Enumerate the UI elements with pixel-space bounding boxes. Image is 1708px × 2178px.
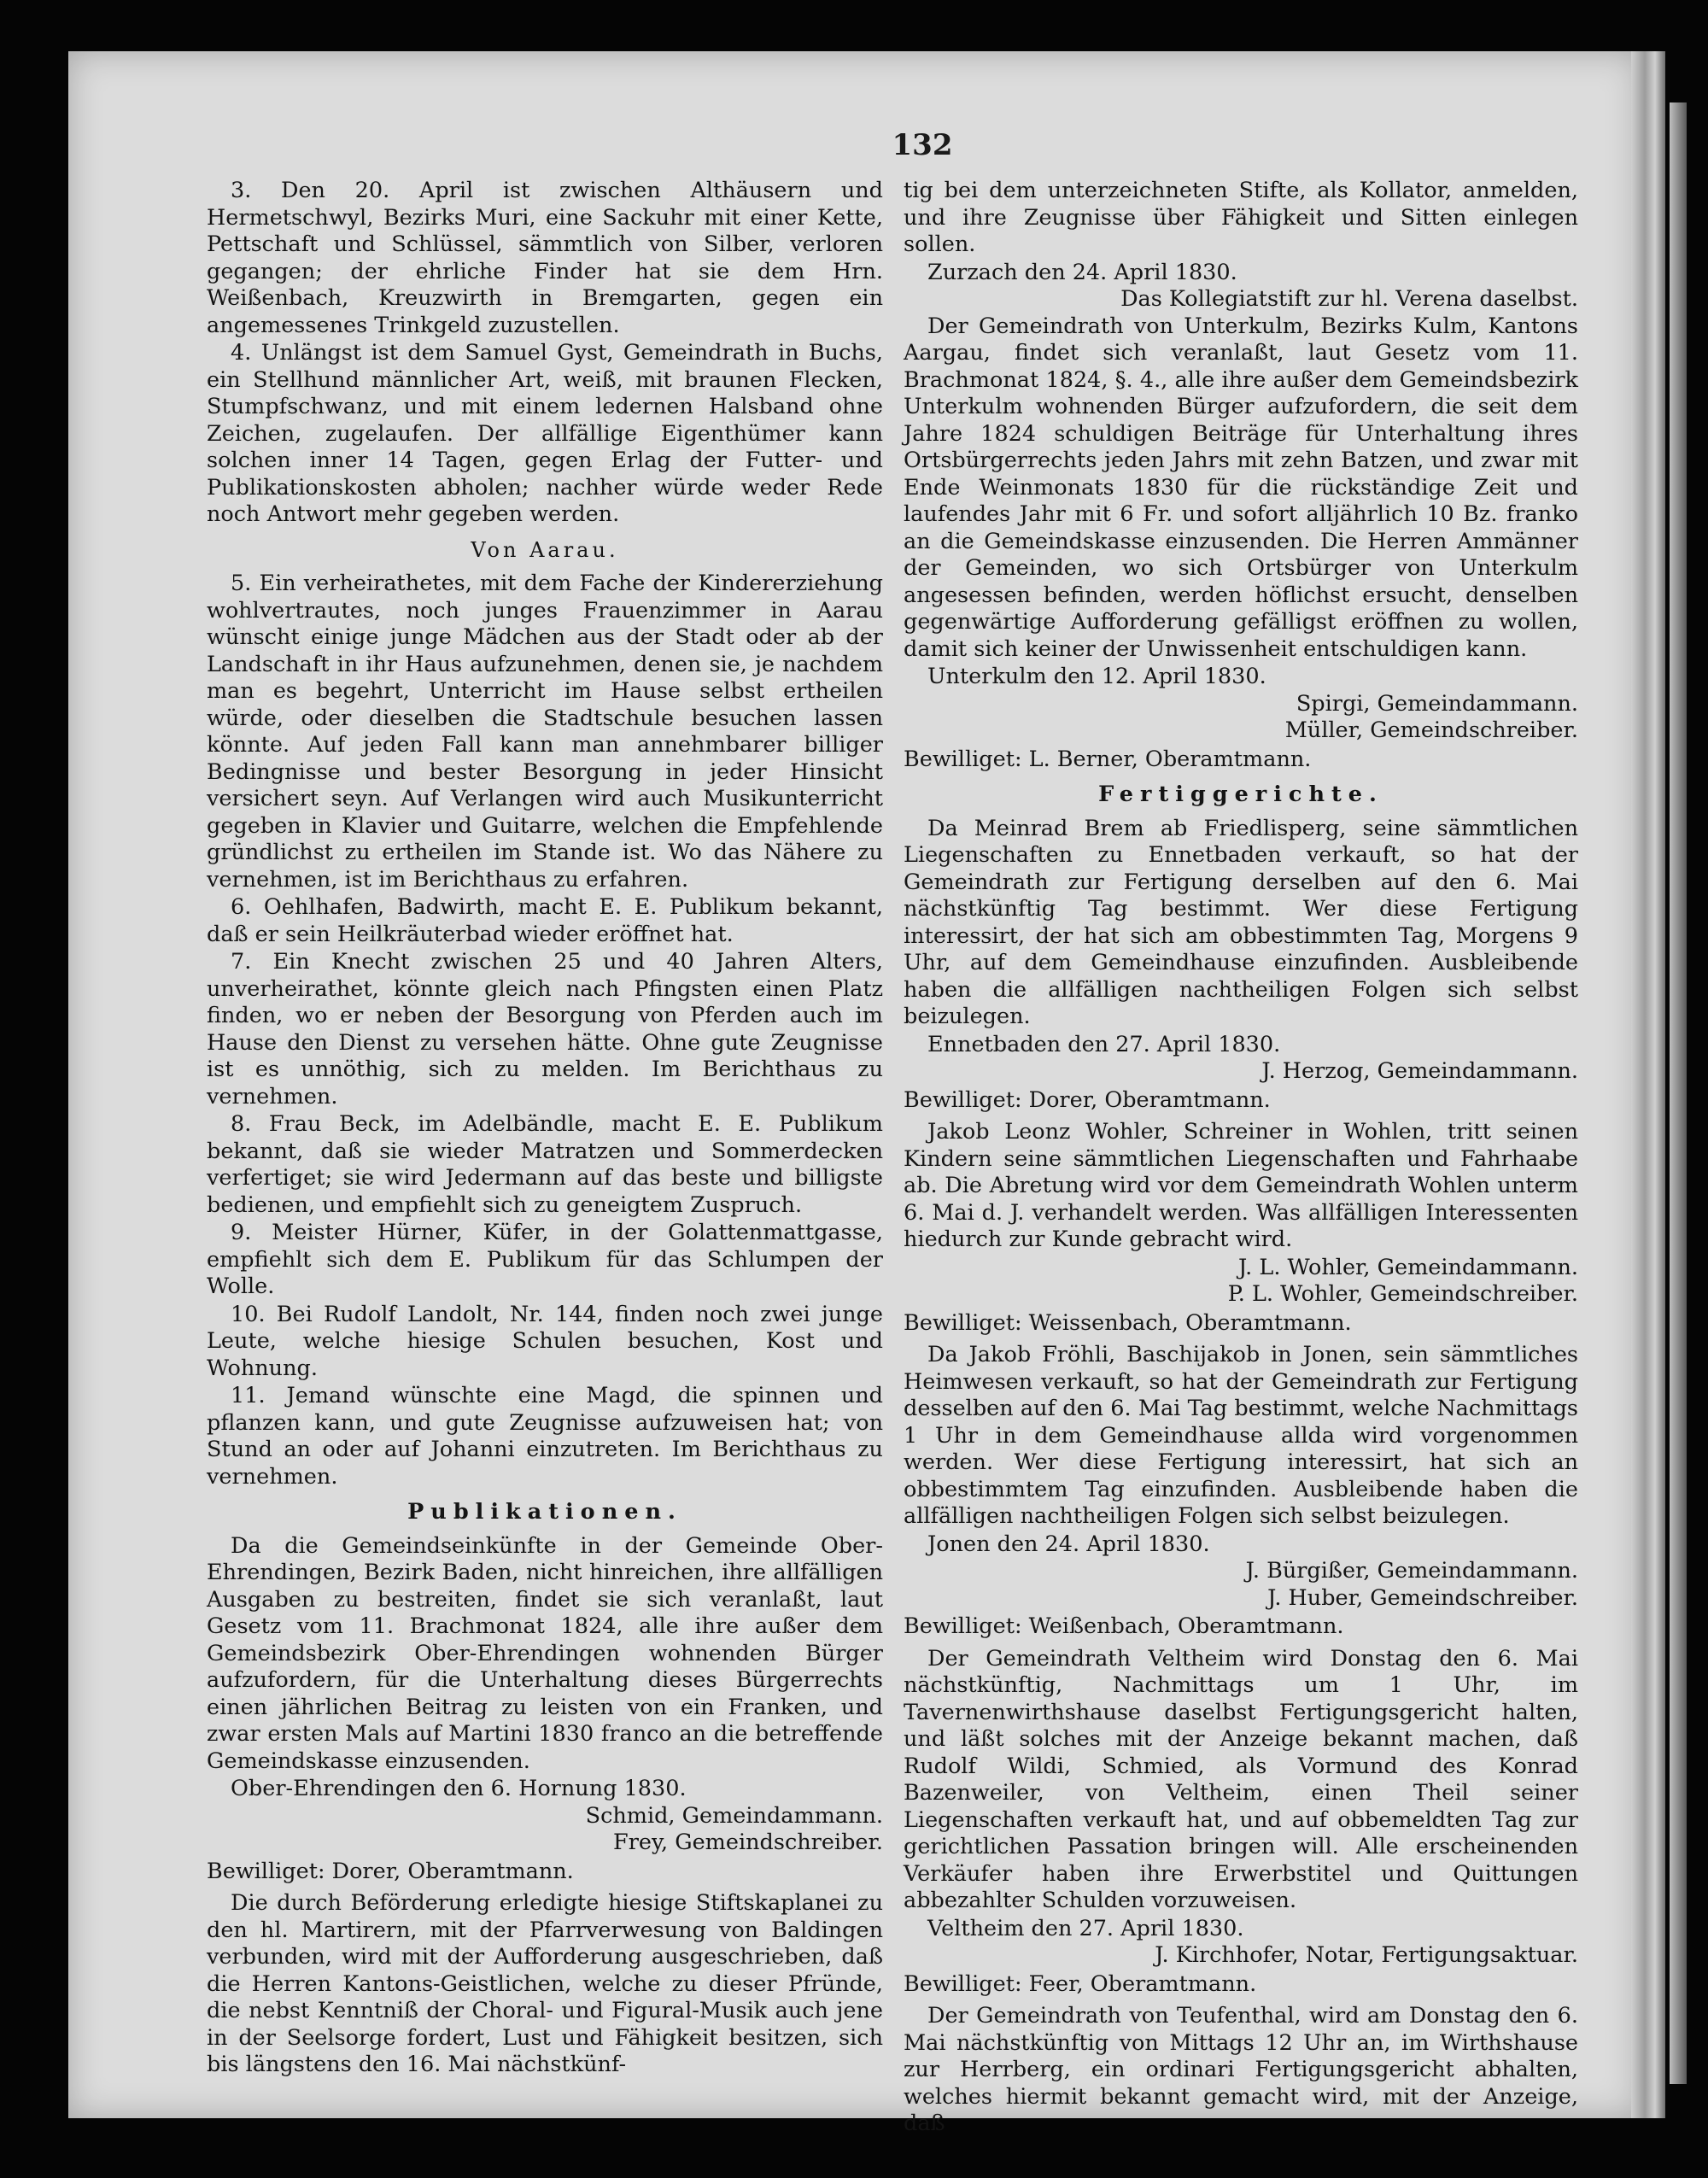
notice-paragraph: Der Gemeindrath Veltheim wird Donstag den 6. Mai nächstkünftig, Nachmittags um 1 Uhr, im Tavernenwirthshause daselbst Fertigungsgericht halten, und läßt solches mit der Anzeige bekannt machen, daß Rudolf Wildi, Schmied, als Vormund des Konrad Bazenweiler, von Veltheim, einen Theil seiner Liegenschaften verkauft hat, und auf obbemeldten Tag zur gerichtlichen Passation bringen will. Alle erscheinenden Verkäufer haben ihre Erwerbstitel und Quittungen abbezahlter Schulden vorzuweisen. [904,1645,1578,1913]
approval-line: Bewilliget: Weißenbach, Oberamtmann. [904,1613,1344,1639]
section-heading: Publikationen. [407,1499,682,1525]
notice-paragraph: Da Meinrad Brem ab Friedlisperg, seine sämmtlichen Liegenschaften zu Ennetbaden verkauft, so hat der Gemeindrath zur Fertigung derselben auf den 6. Mai nächstkünftig Tag bestimmt. Wer diese Fertigung interessirt, der hat sich am obbestimmten Tag, Morgens 9 Uhr, auf dem Gemeindhause einzufinden. Ausbleibende haben die allfälligen nachtheiligen Folgen sich selbst beizulegen. [904,815,1578,1029]
signature-line: J. Huber, Gemeindschreiber. [1267,1584,1578,1611]
notice-paragraph: Da Jakob Fröhli, Baschijakob in Jonen, sein sämmtliches Heimwesen verkauft, so hat der Gemeindrath zur Fertigung desselben auf den 6. Mai Tag bestimmt, welche Nachmittags 1 Uhr in dem Gemeindhause allda wird vorgenommen werden. Wer diese Fertigung interessirt, hat sich an obbestimmtem Tag einzufinden. Ausbleibende haben die allfälligen nachtheiligen Folgen sich selbst beizulegen. [904,1342,1578,1529]
notice-paragraph: Die durch Beförderung erledigte hiesige Stiftskaplanei zu den hl. Martirern, mit der Pfarrverwesung von Baldingen verbunden, wird mit der Aufforderung ausgeschrieben, daß die Herren Kantons-Geistlichen, welche zu dieser Pfründe, die nebst Kenntniß der Choral- und Figural-Musik auch jene in der Seelsorge fordert, Lust und Fähigkeit besitzen, sich bis längstens den 16. Mai nächstkünf- [207,1890,883,2077]
approval-line: Bewilliget: Dorer, Oberamtmann. [207,1858,574,1884]
signature-line: J. Herzog, Gemeindammann. [1261,1058,1578,1084]
place-date-line: Ennetbaden den 27. April 1830. [927,1031,1281,1057]
place-date-line: Veltheim den 27. April 1830. [927,1915,1244,1941]
signature-line: Das Kollegiatstift zur hl. Verena daselbst. [1120,286,1578,312]
notice-paragraph: 7. Ein Knecht zwischen 25 und 40 Jahren Alters, unverheirathet, könnte gleich nach Pfingsten einen Platz finden, wo er neben der Besorgung von Pferden auch im Hause den Dienst zu versehen hätte. Ohne gute Zeugnisse ist es unnöthig, sich zu melden. Im Berichthaus zu vernehmen. [207,949,883,1109]
notice-paragraph: 9. Meister Hürner, Küfer, in der Golattenmattgasse, empfiehlt sich dem E. Publikum für das Schlumpen der Wolle. [207,1220,883,1299]
place-date-line: Zurzach den 24. April 1830. [927,259,1237,285]
notice-paragraph: Da die Gemeindseinkünfte in der Gemeinde Ober-Ehrendingen, Bezirk Baden, nicht hinreichen, ihre allfälligen Ausgaben zu bestreiten, findet sie sich veranlaßt, laut Gesetz vom 11. Brachmonat 1824, alle ihre außer dem Gemeindsbezirk Ober-Ehrendingen wohnenden Bürger aufzufordern, für die Unterhaltung dieses Bürgerrechts einen jährlichen Beitrag zu leisten von ein Franken, und zwar ersten Mals auf Martini 1830 franco an die betreffende Gemeindskasse einzusenden. [207,1532,883,1774]
approval-line: Bewilliget: L. Berner, Oberamtmann. [904,746,1312,772]
approval-line: Bewilliget: Weissenbach, Oberamtmann. [904,1309,1352,1336]
page-number: 132 [892,128,953,162]
signature-line: P. L. Wohler, Gemeindschreiber. [1227,1281,1578,1307]
signature-line: J. L. Wohler, Gemeindammann. [1237,1254,1578,1280]
page-edge [1631,51,1665,2118]
signature-line: J. Bürgißer, Gemeindammann. [1245,1558,1578,1584]
notice-paragraph: Der Gemeindrath von Teufenthal, wird am Donstag den 6. Mai nächstkünftig von Mittags 12 Uhr an, im Wirthshause zur Herrberg, ein ordinari Fertigungsgericht abhalten, welches hiermit bekannt gemacht wird, mit der Anzeige, daß [904,2003,1578,2136]
approval-line: Bewilliget: Feer, Oberamtmann. [904,1970,1257,1997]
notice-paragraph: 10. Bei Rudolf Landolt, Nr. 144, finden noch zwei junge Leute, welche hiesige Schulen besuchen, Kost und Wohnung. [207,1301,883,1381]
notice-paragraph: 3. Den 20. April ist zwischen Althäusern und Hermetschwyl, Bezirks Muri, eine Sackuhr mit einer Kette, Pettschaft und Schlüssel, sämmtlich von Silber, verloren gegangen; der ehrliche Finder hat sie dem Hrn. Weißenbach, Kreuzwirth in Bremgarten, gegen ein angemessenes Trinkgeld zuzustellen. [207,178,883,338]
page-edge-shadow [1670,102,1687,2084]
signature-line: Schmid, Gemeindammann. [585,1802,883,1829]
notice-paragraph: Jakob Leonz Wohler, Schreiner in Wohlen, tritt seinen Kindern seine sämmtlichen Liegenschaften und Fahrhaabe ab. Die Abretung wird vor dem Gemeindrath Wohlen unterm 6. Mai d. J. verhandelt werden. Was allfälligen Interessenten hiedurch zur Kunde gebracht wird. [904,1119,1578,1252]
notice-paragraph: 6. Oehlhafen, Badwirth, macht E. E. Publikum bekannt, daß er sein Heilkräuterbad wieder eröffnet hat. [207,894,883,947]
sub-heading: Von Aarau. [471,537,619,562]
left-column [207,178,883,2080]
place-date-line: Unterkulm den 12. April 1830. [927,664,1266,689]
approval-line: Bewilliget: Dorer, Oberamtmann. [904,1086,1271,1113]
signature-line: Frey, Gemeindschreiber. [613,1830,883,1855]
signature-line: J. Kirchhofer, Notar, Fertigungsaktuar. [1155,1942,1578,1968]
notice-paragraph: 5. Ein verheirathetes, mit dem Fache der Kindererziehung wohlvertrautes, noch junges Frauenzimmer in Aarau wünscht einige junge Mädchen aus der Stadt oder ab der Landschaft in ihr Haus aufzunehmen, denen sie, je nachdem man es begehrt, Unterricht im Hause selbst ertheilen würde, oder dieselben die Stadtschule besuchen lassen könnte. Auf jeden Fall kann man annehmbarer billiger Bedingnisse und bester Besorgung in jeder Hinsicht versichert seyn. Auf Verlangen wird auch Musikunterricht gegeben in Klavier und Guitarre, welchen die Empfehlende gründlichst zu ertheilen im Stande ist. Wo das Nähere zu vernehmen, ist im Berichthaus zu erfahren. [207,571,883,893]
place-date-line: Jonen den 24. April 1830. [927,1531,1210,1557]
section-heading: Fertiggerichte. [1098,782,1383,807]
notice-paragraph: 11. Jemand wünschte eine Magd, die spinnen und pflanzen kann, und gute Zeugnisse aufzuweisen hat; von Stund an oder auf Johanni einzutreten. Im Berichthaus zu vernehmen. [207,1383,883,1490]
notice-paragraph: 4. Unlängst ist dem Samuel Gyst, Gemeindrath in Buchs, ein Stellhund männlicher Art, weiß, mit braunen Flecken, Stumpfschwanz, und mit einem ledernen Halsband ohne Zeichen, zugelaufen. Der allfällige Eigenthümer kann solchen inner 14 Tagen, gegen Erlag der Futter- und Publikationskosten abholen; nachher würde weder Rede noch Antwort mehr gegeben werden. [207,340,883,527]
right-column [904,178,1578,2139]
signature-line: Spirgi, Gemeindammann. [1296,690,1578,717]
notice-paragraph: tig bei dem unterzeichneten Stifte, als Kollator, anmelden, und ihre Zeugnisse über Fähigkeit und Sitten einlegen sollen. [904,178,1578,257]
place-date-line: Ober-Ehrendingen den 6. Hornung 1830. [231,1776,687,1801]
notice-paragraph: 8. Frau Beck, im Adelbändle, macht E. E. Publikum bekannt, daß sie wieder Matratzen und Sommerdecken verfertiget; sie wird Jedermann auf das beste und billigste bedienen, und empfiehlt sich zu geneigtem Zuspruch. [207,1111,883,1218]
signature-line: Müller, Gemeindschreiber. [1284,717,1578,743]
notice-paragraph: Der Gemeindrath von Unterkulm, Bezirks Kulm, Kantons Aargau, findet sich veranlaßt, laut Gesetz vom 11. Brachmonat 1824, §. 4., alle ihre außer dem Gemeindsbezirk Unterkulm wohnenden Bürger aufzufordern, die seit dem Jahre 1824 schuldigen Beiträge für Unterhaltung ihres Ortsbürgerrechts jeden Jahrs mit zehn Batzen, und zwar mit Ende Weinmonats 1830 für die rückständige Zeit und laufendes Jahr mit 6 Fr. und sofort alljährlich 10 Bz. franko an die Gemeindskasse einzusenden. Die Herren Ammänner der Gemeinden, wo sich Ortsbürger von Unterkulm angesessen befinden, werden höflichst ersucht, denselben gegenwärtige Aufforderung gefälligst eröffnen zu wollen, damit sich keiner der Unwissenheit entschuldigen kann. [904,313,1578,662]
